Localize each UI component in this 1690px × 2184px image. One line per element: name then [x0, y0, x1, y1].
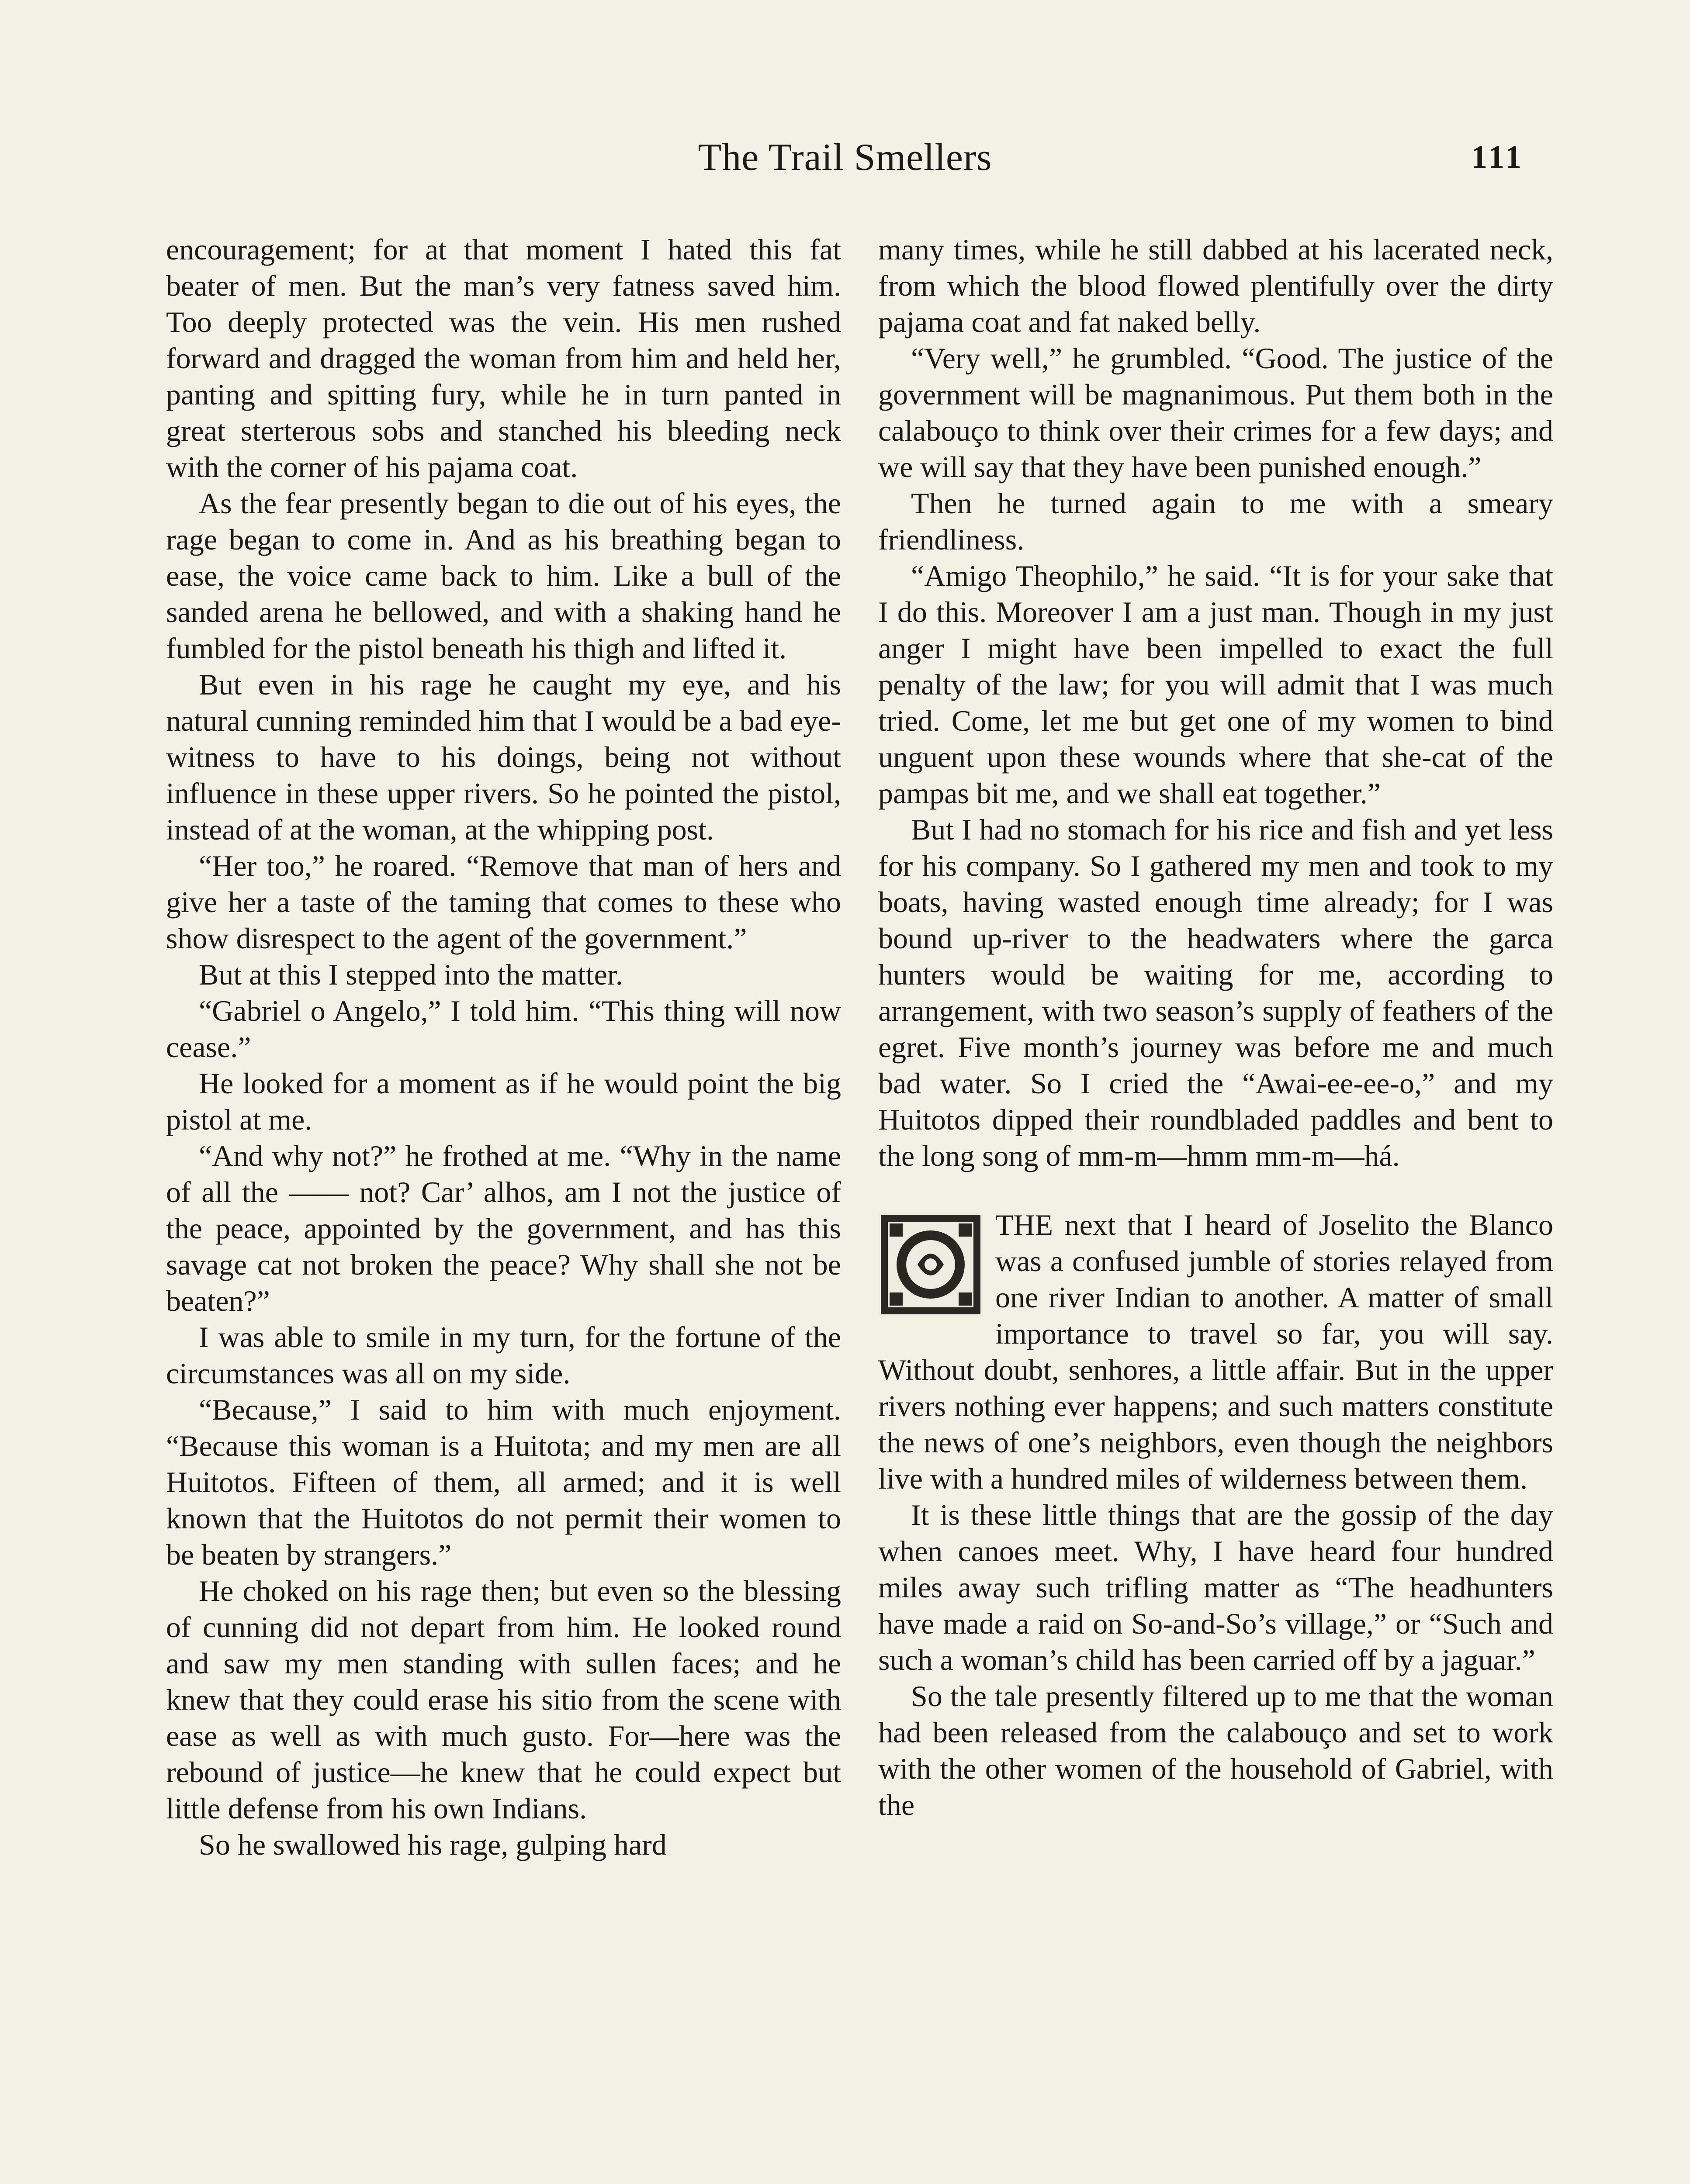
paragraph: encouragement; for at that moment I hated this fat beater of men. But the man’s very fatness saved him. Too deeply protected was the vein. His men rushed forward and dragged the woman from him and held her, panting and spitting fury, while he in turn panted in great sterterous sobs and stanched his bleeding neck with the corner of his pajama coat.	[166, 233, 841, 484]
section-break	[878, 1207, 1553, 1823]
paragraph: “Her too,” he roared. “Remove that man of hers and give her a taste of the taming that comes to these who show disrespect to the agent of the government.”	[166, 849, 841, 955]
paragraph: But I had no stomach for his rice and fish and yet less for his company. So I gathered my men and took to my boats, having wasted enough time already; for I was bound up-river to the headwaters where the garca hunters would be waiting for me, according to arrangement, with two season’s supply of feathers of the egret. Five month’s journey was before me and much bad water. So I cried the “Awai-ee-ee-o,” and my Huitotos dipped their roundbladed paddles and bent to the long song of mm-m—hmm mm-m—há.	[878, 813, 1553, 1172]
paragraph: “Gabriel o Angelo,” I told him. “This thing will now cease.”	[166, 994, 841, 1064]
paragraph: As the fear presently began to die out of his eyes, the rage began to come in. And as his breathing began to ease, the voice came back to him. Like a bull of the sanded arena he bellowed, and with a shaking hand he fumbled for the pistol beneath his thigh and lifted it.	[166, 487, 841, 665]
paragraph: many times, while he still dabbed at his lacerated neck, from which the blood flowed plentifully over the dirty pajama coat and fat naked belly.	[878, 233, 1553, 339]
paragraph: THE next that I heard of Joselito the Blanco was a confused jumble of stories relayed from one river Indian to another. A matter of small importance to travel so far, you will say. Without doubt, senhores, a little affair. But in the upper rivers nothing ever happens; and such matters constitute the news of one’s neighbors, even though the neighbors live with a hundred miles of wilderness between them.	[878, 1208, 1553, 1495]
paragraph: “And why not?” he frothed at me. “Why in the name of all the —— not? Car’ alhos, am I not the justice of the peace, appointed by the government, and has this savage cat not broken the peace? Why shall she not be beaten?”	[166, 1139, 841, 1317]
page-number: 111	[1471, 139, 1524, 175]
ornamental-drop-cap-icon	[878, 1212, 983, 1317]
right-column	[878, 232, 1553, 1823]
page-header	[166, 131, 1524, 201]
paragraph: Then he turned again to me with a smeary friendliness.	[878, 487, 1553, 556]
paragraph: But even in his rage he caught my eye, and his natural cunning reminded him that I would be a bad eye-witness to have to his doings, being not without influence in these upper rivers. So he pointed the pistol, instead of at the woman, at the whipping post.	[166, 668, 841, 846]
paragraph: It is these little things that are the gossip of the day when canoes meet. Why, I have heard four hundred miles away such trifling matter as “The headhunters have made a raid on So-and-So’s village,” or “Such and such a woman’s child has been carried off by a jaguar.”	[878, 1498, 1553, 1676]
paragraph: “Because,” I said to him with much enjoyment. “Because this woman is a Huitota; and my men are all Huitotos. Fifteen of them, all armed; and it is well known that the Huitotos do not permit their women to be beaten by strangers.”	[166, 1393, 841, 1571]
paragraph: So the tale presently filtered up to me that the woman had been released from the calabouço and set to work with the other women of the household of Gabriel, with the	[878, 1679, 1553, 1821]
page-title: The Trail Smellers	[698, 136, 992, 179]
paragraph: I was able to smile in my turn, for the fortune of the circumstances was all on my side.	[166, 1320, 841, 1390]
paragraph: “Amigo Theophilo,” he said. “It is for your sake that I do this. Moreover I am a just man. Though in my just anger I might have been impelled to exact the full penalty of the law; for you will admit that I was much tried. Come, let me but get one of my women to bind unguent upon these wounds where that she-cat of the pampas bit me, and we shall eat together.”	[878, 559, 1553, 810]
paragraph: So he swallowed his rage, gulping hard	[199, 1828, 667, 1861]
paragraph: But at this I stepped into the matter.	[199, 958, 623, 991]
paragraph: “Very well,” he grumbled. “Good. The justice of the government will be magnanimous. Put them both in the calabouço to think over their crimes for a few days; and we will say that they have been punished enough.”	[878, 342, 1553, 484]
left-column	[166, 232, 841, 1863]
paragraph: He choked on his rage then; but even so the blessing of cunning did not depart from him. He looked round and saw my men standing with sullen faces; and he knew that they could erase his sitio from the scene with ease as well as with much gusto. For—here was the rebound of justice—he knew that he could expect but little defense from his own Indians.	[166, 1574, 841, 1825]
paragraph: He looked for a moment as if he would point the big pistol at me.	[166, 1067, 841, 1136]
